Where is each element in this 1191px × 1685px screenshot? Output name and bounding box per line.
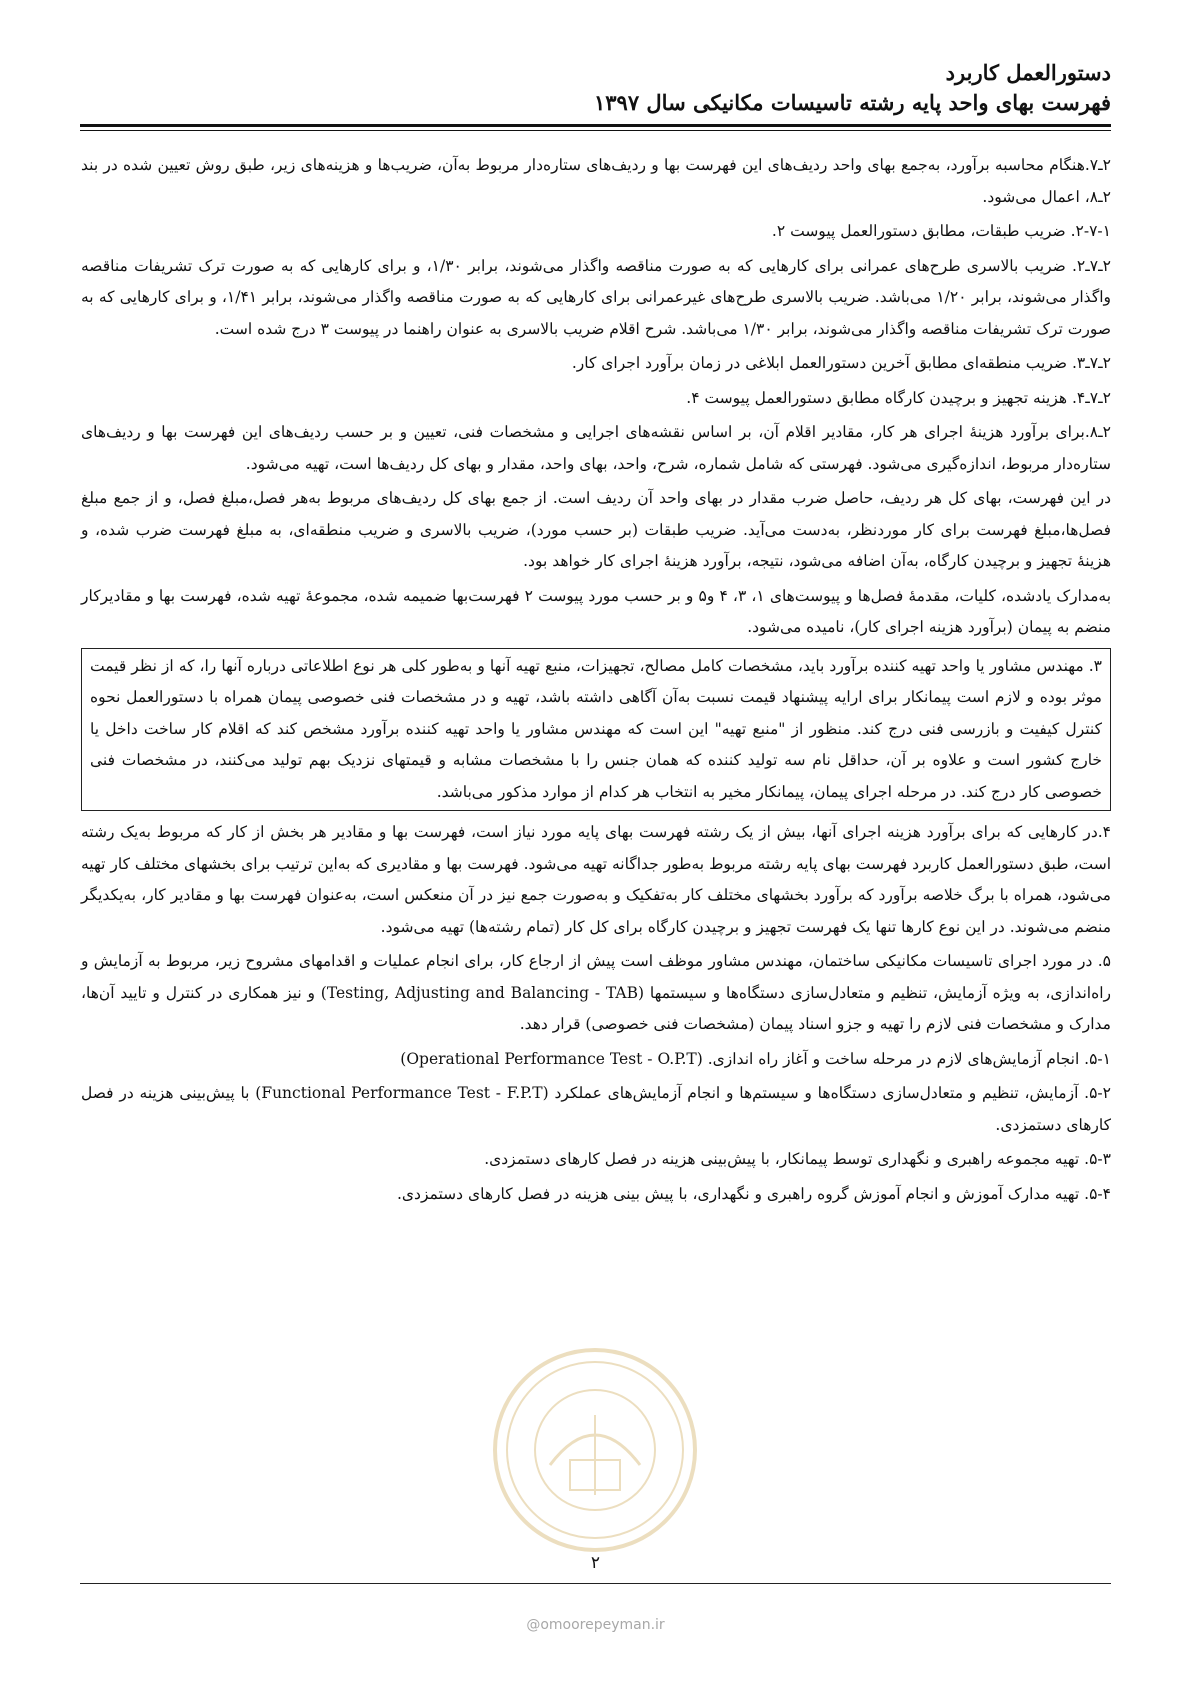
website-watermark: @omoorepeyman.ir [526, 1617, 665, 1633]
paragraph-2-7: ۲ـ۷.هنگام محاسبه برآورد، به‌جمع بهای واحد ردیف‌های این فهرست بها و ردیف‌های ستاره‌دار مربوط به‌آن، ضریب‌ها و هزینه‌های زیر، طبق روش تعیین شده در بند ۲ـ۸، اعمال می‌شود. [81, 156, 1111, 206]
paragraph-5: ۵. در مورد اجرای تاسیسات مکانیکی ساختمان، مهندس مشاور موظف است پیش از ارجاع کار، برای انجام عملیات و اقدامهای مشروح زیر، مربوط به آزمایش و راه‌اندازی، به ویژه آزمایش، تنظیم و متعادل‌سازی دستگاه‌ها و سیستمها (Testing, Adjusting and Balancing - TAB) و نیز همکاری در کنترل و تایید آن‌ها، مدارک و مشخصات فنی لازم را تهیه و جزو اسناد پیمان (مشخصات فنی خصوصی) قرار دهد. [81, 952, 1112, 1033]
header-subtitle: فهرست بهای واحد پایه رشته تاسیسات مکانیکی سال ۱۳۹۷ [593, 90, 1111, 115]
paragraph-2-7-1: ۲-۷-۱. ضریب طبقات، مطابق دستورالعمل پیوست ۲. [771, 222, 1111, 240]
paragraph-2-8: ۲ـ۸.برای برآورد هزینهٔ اجرای هر کار، مقادیر اقلام آن، بر اساس نقشه‌های اجرایی و مشخصات فنی، تعیین و بر حسب ردیف‌های این فهرست بها و ردیف‌های ستاره‌دار مربوط، اندازه‌گیری می‌شود. فهرستی که شامل شماره، شرح، واحد، بهای واحد، مقدار و بهای کل ردیف‌ها است، تهیه می‌شود. [81, 423, 1111, 473]
watermark-seal-icon [490, 1345, 700, 1555]
paragraph-5-4: ۵-۴. تهیه مدارک آموزش و انجام آموزش گروه راهبری و نگهداری، با پیش بینی هزینه در فصل کارهای دستمزدی. [397, 1184, 1111, 1203]
paragraph-2-7-2: ۲ـ۷ـ۲. ضریب بالاسری طرح‌های عمرانی برای کارهایی که به صورت مناقصه واگذار می‌شوند، برابر ۱/۳۰، و برای کارهایی که به صورت ترک تشریفات مناقصه واگذار می‌شوند، برابر ۱/۲۰ می‌باشد. ضریب بالاسری طرح‌های غیرعمرانی برای کارهایی که به صورت مناقصه واگذار می‌شوند، برابر ۱/۴۱، و برای کارهایی که به صورت ترک تشریفات مناقصه واگذار می‌شوند، برابر ۱/۳۰ می‌باشد. شرح اقلام ضریب بالاسری به عنوان راهنما در پیوست ۳ درج شده است. [81, 256, 1111, 338]
boxed-note [81, 648, 1111, 812]
paragraph-3: ۳. مهندس مشاور یا واحد تهیه کننده برآورد باید، مشخصات کامل مصالح، تجهیزات، منبع تهیه آنها و به‌طور کلی هر نوع اطلاعاتی درباره آنها را، که از نظر قیمت موثر بوده و لازم است پیمانکار برای ارایه پیشنهاد قیمت نسبت به‌آن آگاهی داشته باشد، تهیه و در مشخصات فنی خصوصی پیمان همراه با دستورالعمل نحوه کنترل کیفیت و بازرسی فنی درج کند. منظور از "منبع تهیه" این است که مهندس مشاور یا واحد تهیه کننده برآورد مشخص کند که اقلام کار ساخت داخل یا خارج کشور است و علاوه بر آن، حداقل نام سه تولید کننده که همان جنس را با مشخصات مشابه و قیمتهای نزدیک بهم تولید می‌کنند، در مشخصات فنی خصوصی کار درج کند. در مرحله اجرای پیمان، پیمانکار مخیر به انتخاب هر کدام از موارد مذکور می‌باشد. [90, 656, 1102, 801]
header-rule-thick [80, 124, 1111, 127]
paragraph-2-7-3: ۲ـ۷ـ۳. ضریب منطقه‌ای مطابق آخرین دستورالعمل ابلاغی در زمان برآورد اجرای کار. [571, 354, 1111, 372]
header-title: دستورالعمل کاربرد [945, 60, 1111, 85]
document-body [81, 150, 1111, 1213]
header-rule-thin [80, 130, 1111, 131]
paragraph-4: ۴.در کارهایی که برای برآورد هزینه اجرای آنها، بیش از یک رشته فهرست بهای پایه مورد نیاز است، فهرست بها و مقادیر هر بخش از کار که مربوط به‌یک رشته است، طبق دستورالعمل کاربرد فهرست بهای پایه رشته مربوط به‌طور جداگانه تهیه می‌شود. فهرست بها و مقادیری که به‌این ترتیب برای بخشهای مختلف کار تهیه می‌شود، همراه با برگ خلاصه برآورد که برآورد بخشهای مختلف کار به‌تفکیک و به‌صورت جمع نیز در آن منعکس است، به‌عنوان فهرست بها و مقادیر کار، به‌یکدیگر منضم می‌شوند. در این نوع کارها تنها یک فهرست تجهیز و برچیدن کارگاه برای کل کار (تمام رشته‌ها) تهیه می‌شود. [81, 823, 1111, 936]
page-number: ۲ [590, 1553, 601, 1573]
paragraph-list-total: در این فهرست، بهای کل هر ردیف، حاصل ضرب مقدار در بهای واحد آن ردیف است. از جمع بهای کل ردیف‌های مربوط به‌هر فصل،مبلغ فصل، و از جمع مبلغ فصل‌ها،مبلغ فهرست برای کار موردنظر، به‌دست می‌آید. ضریب طبقات (بر حسب مورد)، ضریب بالاسری و ضریب منطقه‌ای، به مبلغ فهرست ضرب شده، و هزینهٔ تجهیز و برچیدن کارگاه، به‌آن اضافه می‌شود، نتیجه، برآورد هزینهٔ اجرای کار خواهد بود. [81, 489, 1111, 570]
paragraph-attachments: به‌مدارک یادشده، کلیات، مقدمهٔ فصل‌ها و پیوست‌های ۱، ۳، ۴ و۵ و بر حسب مورد پیوست ۲ فهرست‌بها ضمیمه شده، مجموعهٔ تهیه شده، فهرست بها و مقادیرکار منضم به پیمان (برآورد هزینه اجرای کار)، نامیده می‌شود. [81, 586, 1112, 636]
paragraph-5-2: ۵-۲. آزمایش، تنظیم و متعادل‌سازی دستگاه‌ها و سیستم‌ها و انجام آزمایش‌های عملکرد (Functional Performance Test - F.P.T) با پیش‌بینی هزینه در فصل کارهای دستمزدی. [81, 1084, 1111, 1134]
page-header [81, 58, 1111, 118]
paragraph-5-1: ۵-۱. انجام آزمایش‌های لازم در مرحله ساخت و آغاز راه اندازی. (Operational Performance Test - O.P.T) [400, 1049, 1111, 1068]
paragraph-2-7-4: ۲ـ۷ـ۴. هزینه تجهیز و برچیدن کارگاه مطابق دستورالعمل پیوست ۴. [686, 388, 1111, 407]
paragraph-5-3: ۵-۳. تهیه مجموعه راهبری و نگهداری توسط پیمانکار، با پیش‌بینی هزینه در فصل کارهای دستمزدی. [484, 1150, 1111, 1168]
footer-rule [80, 1583, 1111, 1584]
